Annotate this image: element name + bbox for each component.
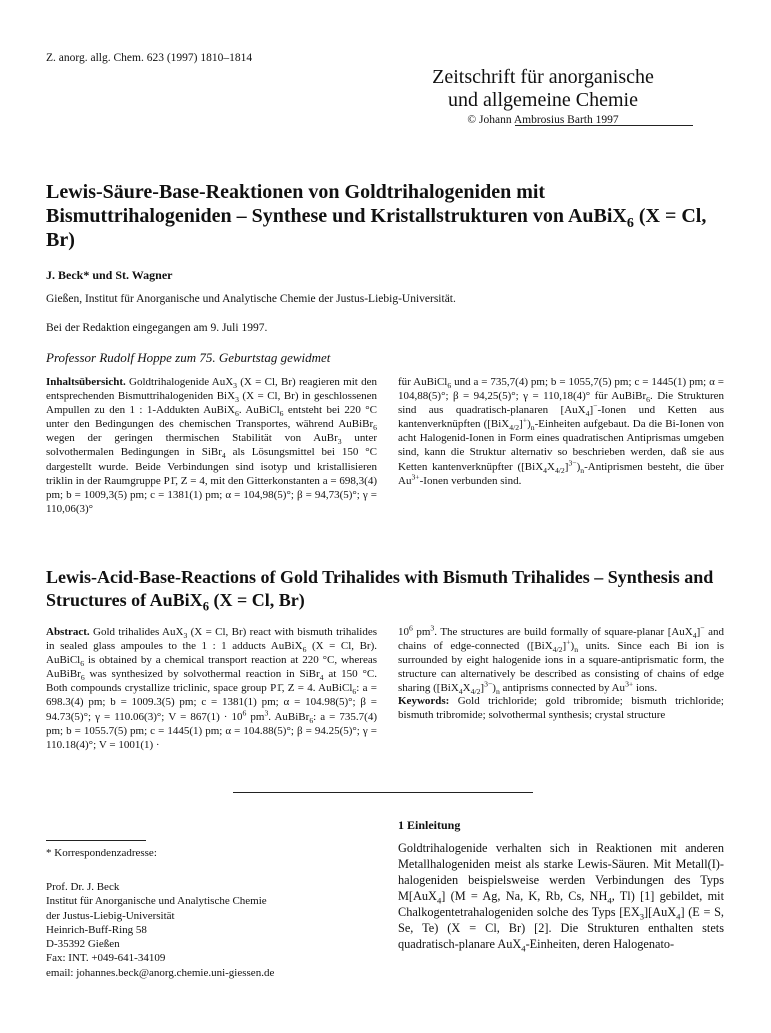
- address-line: Prof. Dr. J. Beck: [46, 881, 120, 893]
- keywords-label: Keywords:: [398, 695, 450, 707]
- title-english: Lewis-Acid-Base-Reactions of Gold Trihalides with Bismuth Trihalides – Synthesis and Structures of AuBiX$_6$ (X = Cl, Br): [46, 567, 714, 614]
- masthead-rule: [515, 125, 693, 126]
- summary-german-col1: [46, 375, 377, 516]
- section-divider: [233, 792, 533, 793]
- correspondence-label: * Korrespondenzadresse:: [46, 847, 157, 859]
- affiliation: Gießen, Institut für Anorganische und Analytische Chemie der Justus-Liebig-Universität.: [46, 293, 456, 305]
- address-line: D-35392 Gießen: [46, 938, 120, 951]
- journal-citation: Z. anorg. allg. Chem. 623 (1997) 1810–1814: [46, 52, 253, 64]
- title-german: Lewis-Säure-Base-Reaktionen von Goldtrihalogeniden mit Bismuttrihalogeniden – Synthese und Kristallstrukturen von AuBiX$_6$ (X = Cl, Br): [46, 181, 707, 251]
- keywords: [398, 694, 724, 722]
- section-intro-text: Goldtrihalogenide verhalten sich in Reaktionen mit anderen Metallhalogeniden meist als starke Lewis-Säuren. Mit Metall(I)-halogeniden beispielsweise werden Verbindungen des Typs M[AuX$_4$] (M = Ag, Na, K, Rb, Cs, $NH_4$, Tl) [1] gebildet, mit Chalkogentetrahalogeniden solche des Typs $[EX_3][AuX_4] (E = S$, Se, Te) (X = Cl, Br) [2]. Die Strukturen enthalten stets quadratisch-planare AuX$_4$-Einheiten, deren Halogenato-: [398, 841, 724, 954]
- abstract-english-col2: $10^6$ $pm^3$. The structures are build formally of square-planar [AuX$_4$]− and chains of edge-connected $([BiX_{4/2}]^+)_n$ units. Since each Bi ion is surrounded by eight halogenide ions in a square-antiprismatic form, the structure can alternatively be described as consisting of chains of edge sharing $([BiX_4X_{4/2}]^{3-})_n$ antiprisms connected by $Au^{3+}$ ions.: [398, 623, 725, 697]
- abstract-english-col1: [46, 625, 377, 752]
- address-line: Institut für Anorganische und Analytische Chemie: [46, 895, 267, 908]
- summary-text-col1: Goldtrihalogenide AuX$_3$ (X = Cl, Br) reagieren mit den entsprechenden Bismuttrihalogeniden BiX$_3$ (X = Cl, Br) in geschlossenen Ampullen zu den 1 : 1-Addukten AuBiX$_6$. AuBiCl$_6$ entsteht bei 220 °C unter den Bedingungen des chemischen Transportes, während AuBiBr$_6$ wegen der geringen thermischen Stabilität von AuBr$_3$ unter solvothermalen Bedingungen in SiBr$_4$ als Lösungsmittel bei 150 °C dargestellt wurde. Beide Verbindungen sind isotyp und kristallisieren triklin in der Raumgruppe P1̄, Z = 4, mit den Gitterkonstanten a = 698,3(4) pm; b = 1009,3(5) pm; c = 1381(1) pm; α = 104,98(5)°; β = 94,73(5)°; γ = 110,06(3)°: [46, 376, 378, 515]
- abstract-text-col1: Gold trihalides AuX$_3$ (X = Cl, Br) react with bismuth trihalides in sealed glass ampoules to the 1 : 1 adducts AuBiX$_6$ (X = Cl, Br). AuBiCl$_6$ is obtained by a chemical transport reaction at 220 °C, whereas AuBiBr$_6$ was synthesized by solvothermal reaction in SiBr$_4$ at 150 °C. Both compounds crystallize triclinic, space group P1̄, Z = 4. AuBiCl$_6$: a = 698.3(4) pm; b = 1009.3(5) pm; c = 1381(1) pm; α = 104.98(5)°; β = 94.73(5)°; γ = 110.06(3)°; $V = 867(1) \cdot 10^6$ $pm^3$. AuBiBr$_6$: a = 735.7(4) pm; b = 1055.7(5) pm; c = 1445(1) pm; α = 104.88(5)°; β = 94.25(5)°; γ = 110.18(4)°; V = 1001(1) ·: [46, 626, 378, 751]
- summary-german-col2: für AuBiCl$_6$ und a = 735,7(4) pm; b = 1055,7(5) pm; c = 1445(1) pm; α = 104,88(5)°; β = 94,25(5)°; γ = 110,18(4)° für AuBiBr$_6$. Die Strukturen sind aus quadratisch-planaren [AuX$_4$]−-Ionen und Ketten aus kantenverknüpften $([BiX_{4/2}]^+)_n$-Einheiten aufgebaut. Da die Bi-Ionen von acht Halogenid-Ionen in Form eines quadratischen Antiprismas umgeben sind, kann die Struktur alternativ so beschrieben werden, daß sie aus Ketten kantenverknüpfter $([BiX_4X_{4/2}]^{3-})_n$-Antiprismen besteht, die über $Au^{3+}$-Ionen verbunden sind.: [398, 376, 724, 487]
- address-line: Heinrich-Buff-Ring 58: [46, 923, 147, 936]
- abstract-label: Abstract.: [46, 626, 90, 638]
- journal-title-line2: und allgemeine Chemie: [448, 89, 638, 111]
- footnote-rule: [46, 840, 146, 841]
- summary-label: Inhaltsübersicht.: [46, 376, 126, 388]
- address-line: Fax: INT. +049-641-34109: [46, 952, 166, 965]
- journal-title-line1: Zeitschrift für anorganische: [432, 66, 654, 88]
- correspondence-address: [46, 880, 274, 980]
- received-date: Bei der Redaktion eingegangen am 9. Juli 1997.: [46, 322, 268, 334]
- email-line[interactable]: email: johannes.beck@anorg.chemie.uni-giessen.de: [46, 966, 275, 979]
- journal-masthead: [393, 66, 693, 128]
- keywords-text: Gold trichloride; gold tribromide; bismuth trichloride; bismuth tribromide; solvothermal synthesis; crystal structure: [398, 695, 724, 722]
- publisher-copyright: © Johann Ambrosius Barth 1997: [467, 114, 619, 126]
- dedication: Professor Rudolf Hoppe zum 75. Geburtstag gewidmet: [46, 350, 331, 365]
- address-line: der Justus-Liebig-Universität: [46, 909, 175, 922]
- authors: J. Beck* und St. Wagner: [46, 268, 173, 282]
- section-heading: 1 Einleitung: [398, 818, 461, 832]
